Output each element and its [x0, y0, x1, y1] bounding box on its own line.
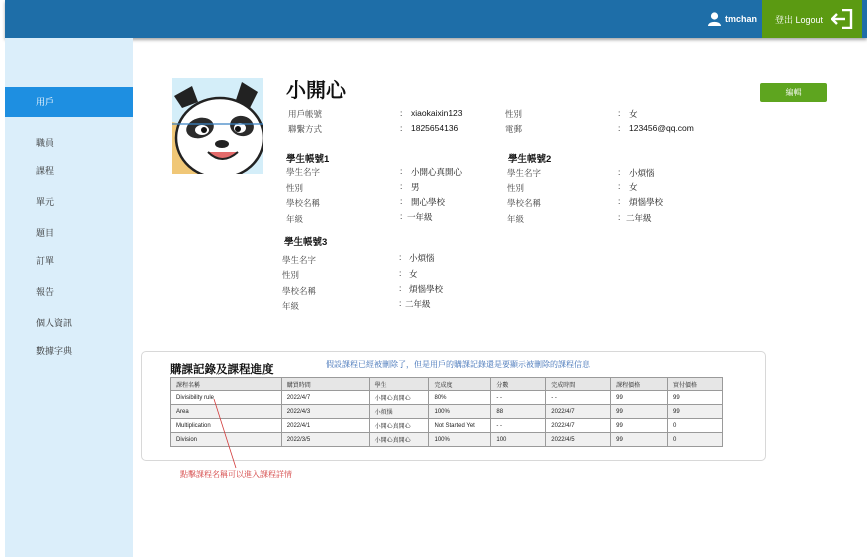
- separator: :: [618, 196, 621, 206]
- table-row: [171, 419, 723, 433]
- course-link[interactable]: Divisibility rule: [171, 391, 282, 405]
- column-header: 分數: [491, 378, 546, 391]
- separator: :: [618, 123, 621, 133]
- contact-value: 1825654136: [411, 123, 459, 133]
- table-cell: 100%: [429, 405, 491, 419]
- email-label: 電郵: [505, 124, 523, 134]
- separator: :: [399, 268, 402, 278]
- separator: :: [400, 196, 403, 206]
- table-cell: Not Started Yet: [429, 419, 491, 433]
- records-note: 假設課程已經被刪除了，但是用戶的購課記錄還是要顯示被刪除的課程信息: [326, 360, 590, 369]
- sidebar-item-questions[interactable]: 題目: [36, 228, 55, 238]
- student-1-title: 學生帳號1: [286, 154, 330, 165]
- student-2-grade: 二年級: [626, 213, 652, 223]
- student-school-label: 學校名稱: [507, 198, 542, 208]
- table-cell: 2022/4/3: [281, 405, 369, 419]
- account-label: 用戶帳號: [288, 109, 323, 119]
- separator: :: [400, 123, 403, 133]
- account-value: xiaokaixin123: [411, 108, 463, 118]
- table-header-row: [171, 378, 723, 391]
- table-row: [171, 405, 723, 419]
- gender-label: 性別: [505, 109, 523, 119]
- table-cell: 80%: [429, 391, 491, 405]
- sidebar-item-orders[interactable]: 訂單: [36, 256, 55, 266]
- sidebar-item-units[interactable]: 單元: [36, 197, 55, 207]
- records-table: [170, 377, 723, 447]
- student-2-name: 小煩惱: [629, 168, 655, 178]
- table-cell: - -: [491, 391, 546, 405]
- separator: :: [618, 108, 621, 118]
- student-gender-label: 性別: [286, 183, 304, 193]
- separator: :: [400, 108, 403, 118]
- table-cell: 2022/4/5: [546, 433, 611, 447]
- contact-label: 聯繫方式: [288, 124, 323, 134]
- separator: :: [618, 212, 621, 222]
- student-3-grade: 二年級: [405, 299, 431, 309]
- table-row: [171, 433, 723, 447]
- sidebar-item-reports[interactable]: 報告: [36, 287, 55, 297]
- student-3-gender: 女: [409, 269, 418, 279]
- student-school-label: 學校名稱: [282, 286, 317, 296]
- separator: :: [399, 252, 402, 262]
- sidebar: [5, 38, 133, 557]
- sidebar-item-courses[interactable]: 課程: [36, 166, 55, 176]
- avatar: [172, 78, 263, 174]
- student-2-title: 學生帳號2: [508, 154, 552, 165]
- user-menu[interactable]: [708, 12, 757, 26]
- table-cell: 2022/4/7: [546, 419, 611, 433]
- student-3-school: 煩惱學校: [409, 284, 444, 294]
- table-cell: 99: [611, 405, 668, 419]
- table-cell: 小開心真開心: [369, 433, 429, 447]
- student-2-gender: 女: [629, 182, 638, 192]
- sidebar-item-profile[interactable]: 個人資訊: [36, 318, 73, 328]
- table-cell: - -: [491, 419, 546, 433]
- table-cell: 2022/4/1: [281, 419, 369, 433]
- student-3-name: 小煩惱: [409, 253, 435, 263]
- table-cell: 小開心真開心: [369, 419, 429, 433]
- edit-button[interactable]: 編輯: [760, 83, 827, 102]
- separator: :: [400, 181, 403, 191]
- course-link[interactable]: Division: [171, 433, 282, 447]
- student-1-name: 小開心真開心: [411, 167, 463, 177]
- student-school-label: 學校名稱: [286, 198, 321, 208]
- column-header: 課程價格: [611, 378, 668, 391]
- table-cell: 0: [668, 433, 723, 447]
- user-icon: [708, 12, 721, 26]
- gender-value: 女: [629, 109, 638, 119]
- table-cell: 2022/4/7: [546, 405, 611, 419]
- table-cell: 99: [611, 433, 668, 447]
- student-1-school: 開心學校: [411, 197, 446, 207]
- column-header: 學生: [369, 378, 429, 391]
- student-grade-label: 年級: [286, 214, 304, 224]
- column-header: 完成度: [429, 378, 491, 391]
- student-grade-label: 年級: [282, 301, 300, 311]
- column-header: 購買時間: [281, 378, 369, 391]
- column-header: 實付價格: [668, 378, 723, 391]
- logout-label: 登出 Logout: [775, 14, 824, 25]
- table-cell: 88: [491, 405, 546, 419]
- student-1-grade: 一年級: [407, 212, 433, 222]
- table-cell: 99: [668, 391, 723, 405]
- column-header: 完成時間: [546, 378, 611, 391]
- student-name-label: 學生名字: [282, 255, 317, 265]
- column-header: 課程名稱: [171, 378, 282, 391]
- separator: :: [618, 181, 621, 191]
- email-value: 123456@qq.com: [629, 123, 694, 133]
- separator: :: [399, 298, 402, 308]
- table-cell: 0: [668, 419, 723, 433]
- separator: :: [400, 166, 403, 176]
- table-cell: 99: [668, 405, 723, 419]
- table-row: [171, 391, 723, 405]
- course-link[interactable]: Multiplication: [171, 419, 282, 433]
- table-cell: 100: [491, 433, 546, 447]
- table-cell: 100%: [429, 433, 491, 447]
- student-name-label: 學生名字: [507, 168, 542, 178]
- sidebar-item-staff[interactable]: 職員: [36, 138, 55, 148]
- table-cell: 99: [611, 419, 668, 433]
- logout-button[interactable]: [762, 0, 862, 38]
- table-cell: 2022/3/5: [281, 433, 369, 447]
- sidebar-item-users[interactable]: 用戶: [5, 87, 133, 117]
- logout-icon: [831, 9, 853, 29]
- table-cell: 2022/4/7: [281, 391, 369, 405]
- sidebar-item-dictionary[interactable]: 數據字典: [36, 346, 73, 356]
- table-cell: - -: [546, 391, 611, 405]
- table-cell: 小煩惱: [369, 405, 429, 419]
- table-cell: 99: [611, 391, 668, 405]
- annotation-text: 點擊課程名稱可以進入課程詳情: [180, 470, 292, 479]
- separator: :: [618, 167, 621, 177]
- profile-name: 小開心: [286, 80, 346, 102]
- separator: :: [399, 283, 402, 293]
- table-cell: 小開心真開心: [369, 391, 429, 405]
- student-3-title: 學生帳號3: [284, 237, 328, 248]
- username: tmchan: [725, 14, 758, 24]
- student-2-school: 煩惱學校: [629, 197, 664, 207]
- student-gender-label: 性別: [282, 270, 300, 280]
- student-grade-label: 年級: [507, 214, 525, 224]
- course-link[interactable]: Area: [171, 405, 282, 419]
- separator: :: [400, 211, 403, 221]
- student-gender-label: 性別: [507, 183, 525, 193]
- student-name-label: 學生名字: [286, 167, 321, 177]
- records-title: 購課記錄及課程進度: [170, 364, 274, 376]
- student-1-gender: 男: [411, 182, 420, 192]
